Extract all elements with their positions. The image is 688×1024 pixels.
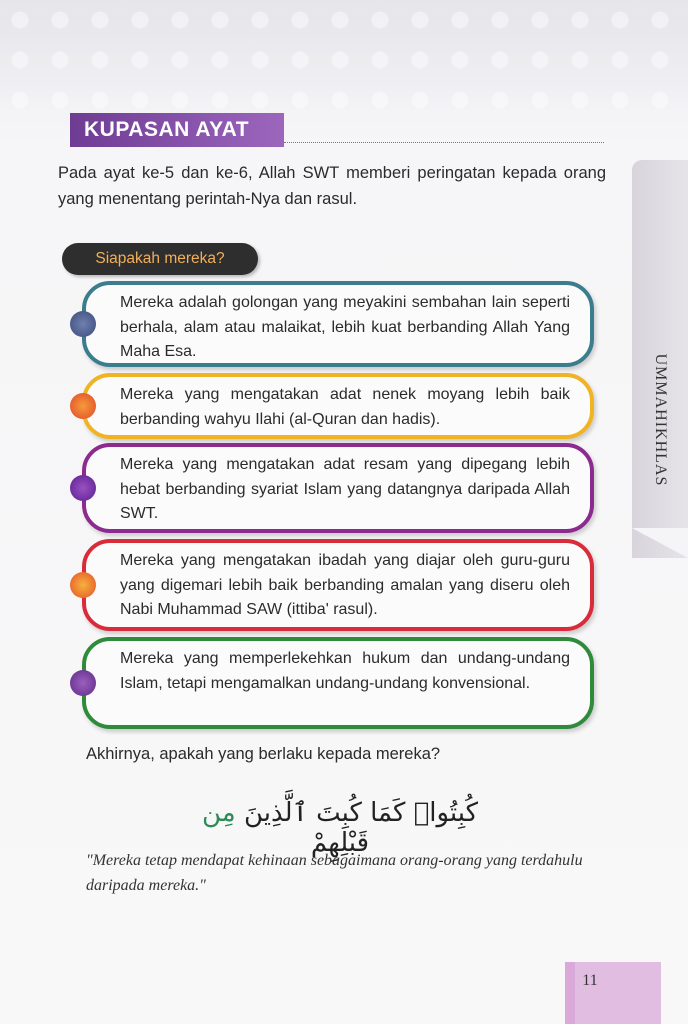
answer-card-text: Mereka adalah golongan yang meyakini sembahan lain seperti berhala, alam atau malaikat, lebih kuat berbanding Allah Yang Maha Esa. [120, 294, 570, 360]
question-label: Siapakah mereka? [62, 243, 258, 275]
answer-card-4 [82, 539, 594, 631]
answer-card-3 [82, 443, 594, 533]
verse-highlight: مِن [201, 798, 236, 828]
answer-card-2 [82, 373, 594, 439]
verse-translation: "Mereka tetap mendapat kehinaan sebagaimana orang-orang yang terdahulu daripada mereka." [86, 852, 583, 894]
bullet-dot-icon [70, 311, 96, 337]
verse-text: كُبِتُوا۟ كَمَا كُبِتَ ٱلَّذِينَ [235, 798, 479, 828]
verse-text-end: قَبْلِهِمْ [310, 828, 370, 858]
answer-card-text: Mereka yang mengatakan adat nenek moyang lebih baik berbanding wahyu Ilahi (al-Quran dan hadis). [120, 386, 570, 428]
page-number: 11 [582, 972, 598, 989]
bullet-dot-icon [70, 572, 96, 598]
answer-card-text: Mereka yang memperlekehkan hukum dan undang-undang Islam, tetapi mengamalkan undang-undang konvensional. [120, 650, 570, 692]
section-title: KUPASAN AYAT [70, 113, 284, 147]
bullet-dot-icon [70, 393, 96, 419]
side-tab-label: UMMAHIKHLAS [652, 353, 669, 487]
answer-card-5 [82, 637, 594, 729]
bullet-dot-icon [70, 670, 96, 696]
bullet-dot-icon [70, 475, 96, 501]
answer-card-text: Mereka yang mengatakan ibadah yang diajar oleh guru-guru yang digemari lebih baik berbanding amalan yang diseru oleh Nabi Muhammad SAW (ittiba' rasul). [120, 552, 570, 618]
intro-paragraph: Pada ayat ke-5 dan ke-6, Allah SWT memberi peringatan kepada orang yang menentang perintah-Nya dan rasul. [58, 164, 606, 208]
answer-card-text: Mereka yang mengatakan adat resam yang dipegang lebih hebat berbanding syariat Islam yang datangnya daripada Allah SWT. [120, 456, 570, 522]
closing-question: Akhirnya, apakah yang berlaku kepada mereka? [86, 745, 441, 763]
side-tab-fold [632, 528, 688, 558]
answer-card-1 [82, 281, 594, 367]
